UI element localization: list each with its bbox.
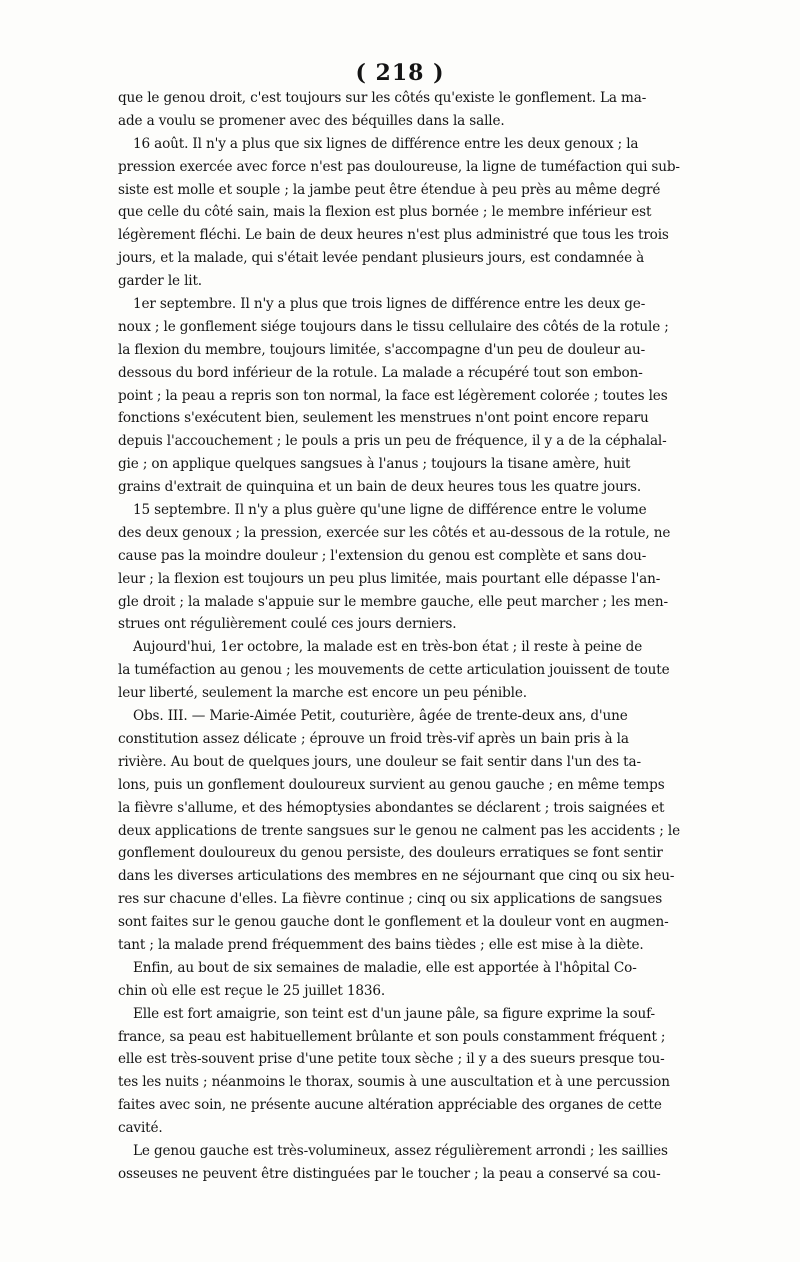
- text-line: 16 août. Il n'y a plus que six lignes de différence entre les deux genoux ; la: [133, 135, 639, 152]
- text-line: gonflement douloureux du genou persiste, des douleurs erratiques se font sentir: [118, 845, 663, 862]
- page-number: ( 218 ): [355, 60, 445, 86]
- body-text: [118, 87, 686, 1186]
- text-line: faites avec soin, ne présente aucune altération appréciable des organes de cette: [118, 1097, 662, 1114]
- text-line: gle droit ; la malade s'appuie sur le membre gauche, elle peut marcher ; les men-: [118, 593, 668, 610]
- text-line: strues ont régulièrement coulé ces jours derniers.: [118, 616, 457, 633]
- text-line: la flexion du membre, toujours limitée, s'accompagne d'un peu de douleur au-: [118, 341, 646, 358]
- text-line: ade a voulu se promener avec des béquilles dans la salle.: [118, 112, 505, 129]
- text-line: garder le lit.: [118, 273, 202, 290]
- text-line: Aujourd'hui, 1er octobre, la malade est en très-bon état ; il reste à peine de: [133, 639, 643, 656]
- text-line: france, sa peau est habituellement brûlante et son pouls constamment fréquent ;: [118, 1028, 666, 1045]
- text-line: dans les diverses articulations des membres en ne séjournant que cinq ou six heu-: [118, 868, 675, 885]
- text-line: leur ; la flexion est toujours un peu plus limitée, mais pourtant elle dépasse l'an-: [118, 570, 661, 587]
- text-line: depuis l'accouchement ; le pouls a pris un peu de fréquence, il y a de la céphalal-: [118, 433, 667, 450]
- text-line: Obs. III. — Marie-Aimée Petit, couturière, âgée de trente-deux ans, d'une: [133, 708, 628, 725]
- text-line: siste est molle et souple ; la jambe peut être étendue à peu près au même degré: [118, 181, 661, 198]
- text-line: la tuméfaction au genou ; les mouvements de cette articulation jouissent de toute: [118, 662, 670, 679]
- text-line: que celle du côté sain, mais la flexion est plus bornée ; le membre inférieur est: [118, 204, 652, 221]
- text-line: noux ; le gonflement siége toujours dans le tissu cellulaire des côtés de la rotule ;: [118, 318, 669, 335]
- text-line: point ; la peau a repris son ton normal, la face est légèrement colorée ; toutes les: [118, 387, 668, 404]
- text-line: chin où elle est reçue le 25 juillet 1836.: [118, 982, 386, 999]
- text-line: Elle est fort amaigrie, son teint est d'un jaune pâle, sa figure exprime la souf-: [133, 1005, 656, 1022]
- text-line: légèrement fléchi. Le bain de deux heures n'est plus administré que tous les trois: [118, 227, 669, 244]
- text-line: jours, et la malade, qui s'était levée pendant plusieurs jours, est condamnée à: [118, 250, 645, 267]
- text-line: que le genou droit, c'est toujours sur les côtés qu'existe le gonflement. La ma-: [118, 90, 647, 106]
- text-line: fonctions s'exécutent bien, seulement les menstrues n'ont point encore reparu: [118, 410, 649, 427]
- text-line: osseuses ne peuvent être distinguées par le toucher ; la peau a conservé sa cou-: [118, 1165, 661, 1182]
- text-line: constitution assez délicate ; éprouve un froid très-vif après un bain pris à la: [118, 730, 629, 747]
- text-line: des deux genoux ; la pression, exercée sur les côtés et au-dessous de la rotule, ne: [118, 524, 671, 541]
- text-line: grains d'extrait de quinquina et un bain de deux heures tous les quatre jours.: [118, 479, 642, 496]
- text-line: deux applications de trente sangsues sur le genou ne calment pas les accidents ; le: [118, 822, 680, 839]
- text-line: lons, puis un gonflement douloureux survient au genou gauche ; en même temps: [118, 776, 665, 793]
- text-line: pression exercée avec force n'est pas douloureuse, la ligne de tuméfaction qui sub-: [118, 158, 680, 175]
- text-line: la fièvre s'allume, et des hémoptysies abondantes se déclarent ; trois saignées et: [118, 799, 665, 816]
- text-line: dessous du bord inférieur de la rotule. La malade a récupéré tout son embon-: [118, 364, 643, 381]
- text-line: gie ; on applique quelques sangsues à l'anus ; toujours la tisane amère, huit: [118, 456, 631, 473]
- text-line: cavité.: [118, 1120, 163, 1137]
- text-line: tant ; la malade prend fréquemment des bains tièdes ; elle est mise à la diète.: [118, 936, 644, 953]
- text-line: res sur chacune d'elles. La fièvre continue ; cinq ou six applications de sangsues: [118, 891, 663, 908]
- text-line: sont faites sur le genou gauche dont le gonflement et la douleur vont en augmen-: [118, 914, 669, 931]
- text-line: 1er septembre. Il n'y a plus que trois lignes de différence entre les deux ge-: [133, 296, 646, 313]
- text-line: tes les nuits ; néanmoins le thorax, soumis à une auscultation et à une percussion: [118, 1074, 670, 1091]
- text-line: 15 septembre. Il n'y a plus guère qu'une ligne de différence entre le volume: [133, 502, 647, 519]
- text-line: Le genou gauche est très-volumineux, assez régulièrement arrondi ; les saillies: [133, 1142, 668, 1159]
- text-line: rivière. Au bout de quelques jours, une douleur se fait sentir dans l'un des ta-: [118, 753, 641, 770]
- text-line: Enfin, au bout de six semaines de maladie, elle est apportée à l'hôpital Co-: [133, 959, 637, 976]
- text-line: cause pas la moindre douleur ; l'extension du genou est complète et sans dou-: [118, 547, 647, 564]
- text-line: leur liberté, seulement la marche est encore un peu pénible.: [118, 685, 527, 702]
- text-line: elle est très-souvent prise d'une petite toux sèche ; il y a des sueurs presque tou-: [118, 1051, 665, 1068]
